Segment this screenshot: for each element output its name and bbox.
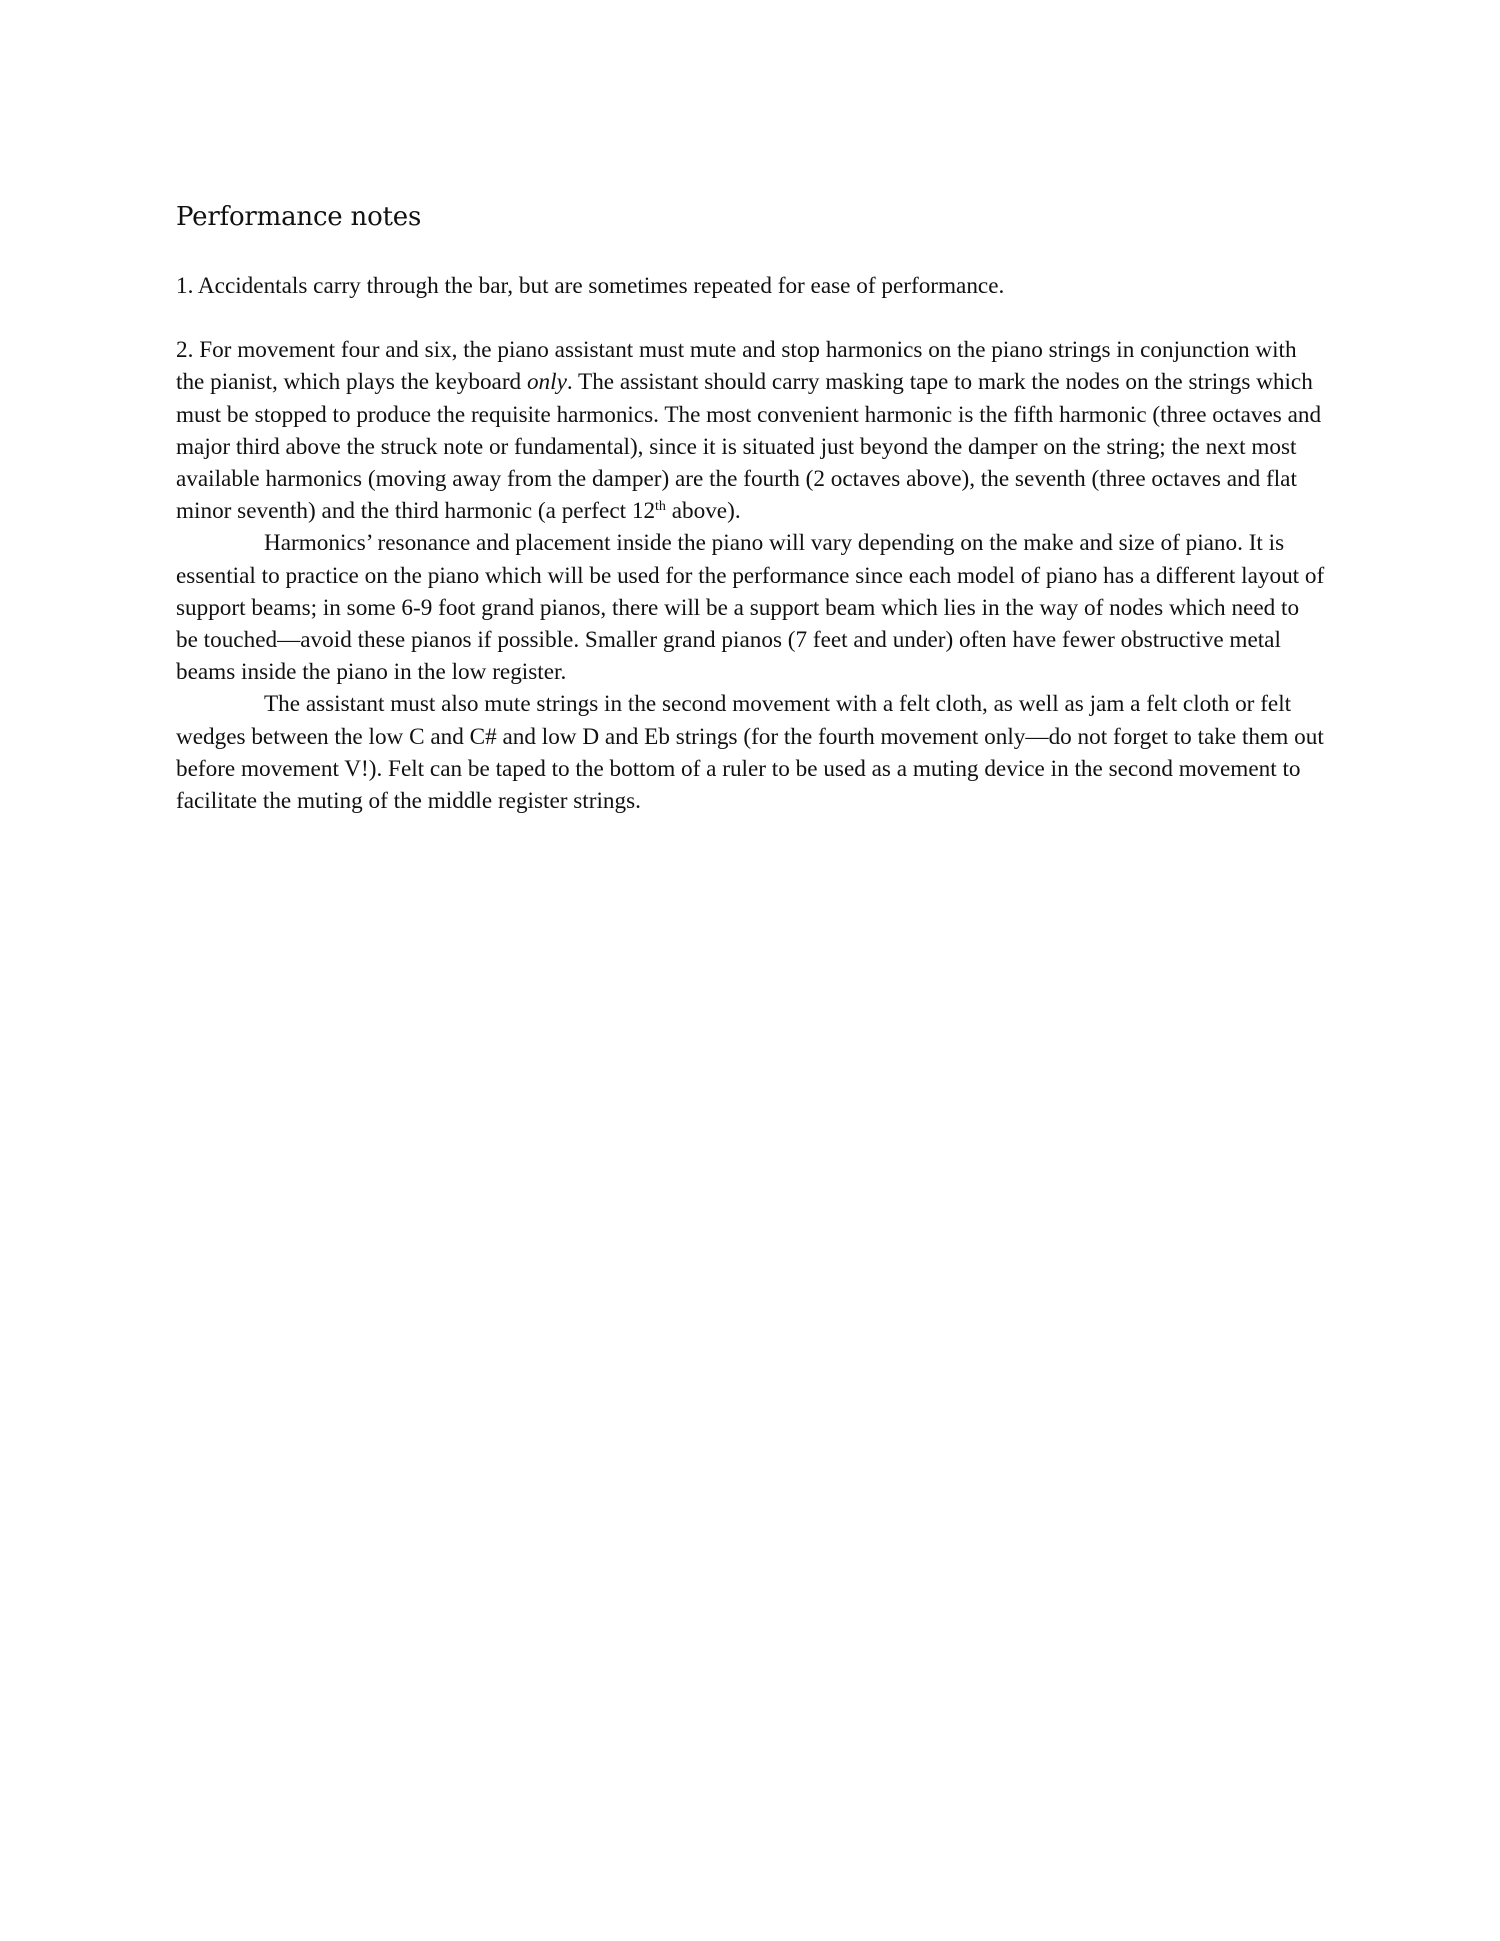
note-2 (176, 334, 1326, 527)
note-2-paragraph-2: Harmonics’ resonance and placement inside the piano will vary depending on the make and size of piano. It is essential to practice on the piano which will be used for the performance since each model of piano has a different layout of support beams; in some 6-9 foot grand pianos, there will be a support beam which lies in the way of nodes which need to be touched—avoid these pianos if possible. Smaller grand pianos (7 feet and under) often have fewer obstructive metal beams inside the piano in the low register. (176, 530, 1325, 686)
document-page (176, 202, 1326, 817)
ordinal-superscript: th (655, 499, 666, 515)
note-2-text-b: . The assistant should carry masking tape to mark the nodes on the strings which must be stopped to produce the requisite harmonics. The most convenient harmonic is the fifth harmonic (three octaves and major third above the struck note or fundamental), since it is situated just beyond the damper on the string; the next most available harmonics (moving away from the damper) are the fourth (2 octaves above), the seventh (three octaves and flat minor seventh) and the third harmonic (a perfect 12 (176, 369, 1322, 525)
note-2-emphasis: only (526, 369, 567, 396)
note-2-text-a: 2. For movement four and six, the piano assistant must mute and stop harmonics on the piano strings in conjunction with the pianist, which plays the keyboard (176, 337, 1297, 396)
note-1: 1. Accidentals carry through the bar, but are sometimes repeated for ease of performance. (176, 273, 1005, 299)
note-2-paragraph-3: The assistant must also mute strings in the second movement with a felt cloth, as well as jam a felt cloth or felt wedges between the low C and C# and low D and Eb strings (for the fourth movement only—do not forget to take them out before movement V!). Felt can be taped to the bottom of a ruler to be used as a muting device in the second movement to facilitate the muting of the middle register strings. (176, 691, 1324, 815)
paragraph-gap (176, 302, 1326, 334)
note-2-text-c: above). (665, 498, 741, 525)
page-title: Performance notes (176, 202, 422, 232)
